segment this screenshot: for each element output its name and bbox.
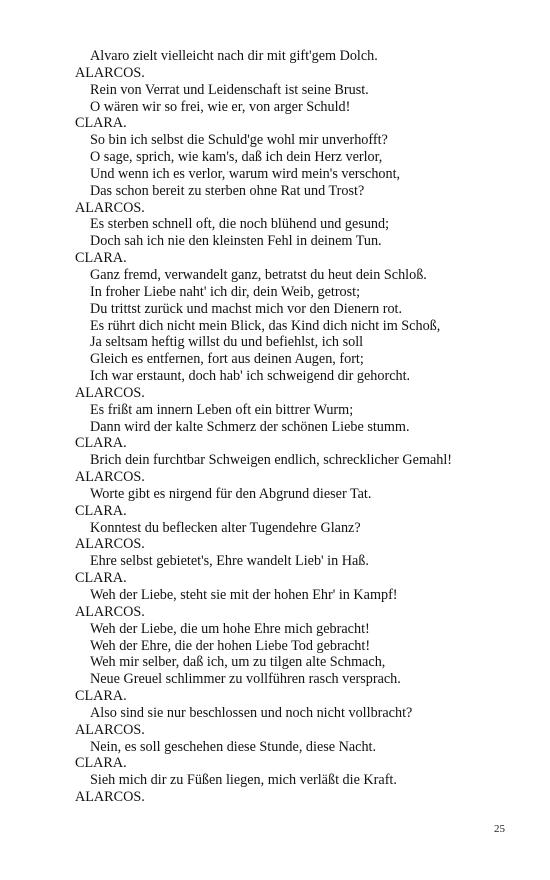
verse-line: In froher Liebe naht' ich dir, dein Weib, getrost; (90, 283, 361, 300)
verse-line: Nein, es soll geschehen diese Stunde, diese Nacht. (90, 738, 377, 755)
verse-line: Ganz fremd, verwandelt ganz, betratst du heut dein Schloß. (90, 266, 427, 283)
verse-line: Du trittst zurück und machst mich vor den Dienern rot. (90, 300, 403, 317)
page-number: 25 (494, 823, 505, 835)
verse-line: Sieh mich dir zu Füßen liegen, mich verläßt die Kraft. (90, 772, 397, 789)
speaker-name: ALARCOS. (75, 199, 145, 216)
verse-line: Es sterben schnell oft, die noch blühend und gesund; (90, 216, 390, 233)
verse-line: O sage, sprich, wie kam's, daß ich dein Herz verlor, (90, 149, 383, 166)
verse-line: Alvaro zielt vielleicht nach dir mit gift'gem Dolch. (90, 48, 378, 64)
verse-line: Weh der Liebe, steht sie mit der hohen Ehr' in Kampf! (90, 587, 398, 603)
verse-line: Und wenn ich es verlor, warum wird mein's verschont, (90, 165, 401, 182)
verse-line: Ja seltsam heftig willst du und befiehlst, ich soll (90, 334, 364, 351)
verse-line: Es frißt am innern Leben oft ein bittrer Wurm; (90, 401, 354, 418)
speaker-name: CLARA. (75, 688, 127, 705)
speaker-name: ALARCOS. (75, 789, 145, 806)
verse-line: Weh der Ehre, die der hohen Liebe Tod gebracht! (90, 637, 371, 654)
speaker-name: CLARA. (75, 435, 127, 452)
verse-line: Dann wird der kalte Schmerz der schönen Liebe stumm. (90, 418, 410, 435)
speaker-name: ALARCOS. (75, 536, 145, 553)
verse-line: Es rührt dich nicht mein Blick, das Kind dich nicht im Schoß, (90, 317, 441, 334)
verse-line: Konntest du beflecken alter Tugendehre Glanz? (90, 519, 361, 536)
verse-line: Ehre selbst gebietet's, Ehre wandelt Lieb' in Haß. (90, 553, 369, 570)
speaker-name: ALARCOS. (75, 469, 145, 486)
verse-line: Brich dein furchtbar Schweigen endlich, schrecklicher Gemahl! (90, 452, 453, 469)
verse-line: Ich war erstaunt, doch hab' ich schweigend dir gehorcht. (90, 368, 411, 385)
verse-line: Rein von Verrat und Leidenschaft ist seine Brust. (90, 81, 369, 98)
verse-line: Doch sah ich nie den kleinsten Fehl in deinem Tun. (90, 233, 382, 250)
speaker-name: CLARA. (75, 755, 127, 772)
verse-line: Also sind sie nur beschlossen und noch nicht vollbracht? (90, 704, 413, 721)
speaker-name: ALARCOS. (75, 64, 145, 81)
verse-line: Das schon bereit zu sterben ohne Rat und Trost? (90, 182, 365, 199)
verse-line: Weh der Liebe, die um hohe Ehre mich gebracht! (90, 620, 370, 637)
verse-line: Weh mir selber, daß ich, um zu tilgen alte Schmach, (90, 654, 386, 671)
verse-line: Worte gibt es nirgend für den Abgrund dieser Tat. (90, 485, 372, 502)
speaker-name: ALARCOS. (75, 603, 145, 620)
verse-line: Neue Greuel schlimmer zu vollführen rasch versprach. (90, 671, 401, 688)
speaker-name: CLARA. (75, 570, 127, 587)
speaker-name: CLARA. (75, 502, 127, 519)
speaker-name: ALARCOS. (75, 721, 145, 738)
verse-line: Gleich es entfernen, fort aus deinen Augen, fort; (90, 351, 364, 368)
verse-line: So bin ich selbst die Schuld'ge wohl mir unverhofft? (90, 132, 388, 149)
verse-line: O wären wir so frei, wie er, von arger Schuld! (90, 98, 351, 115)
speaker-name: ALARCOS. (75, 384, 145, 401)
speaker-name: CLARA. (75, 115, 127, 132)
page-text (75, 48, 525, 806)
speaker-name: CLARA. (75, 250, 127, 267)
